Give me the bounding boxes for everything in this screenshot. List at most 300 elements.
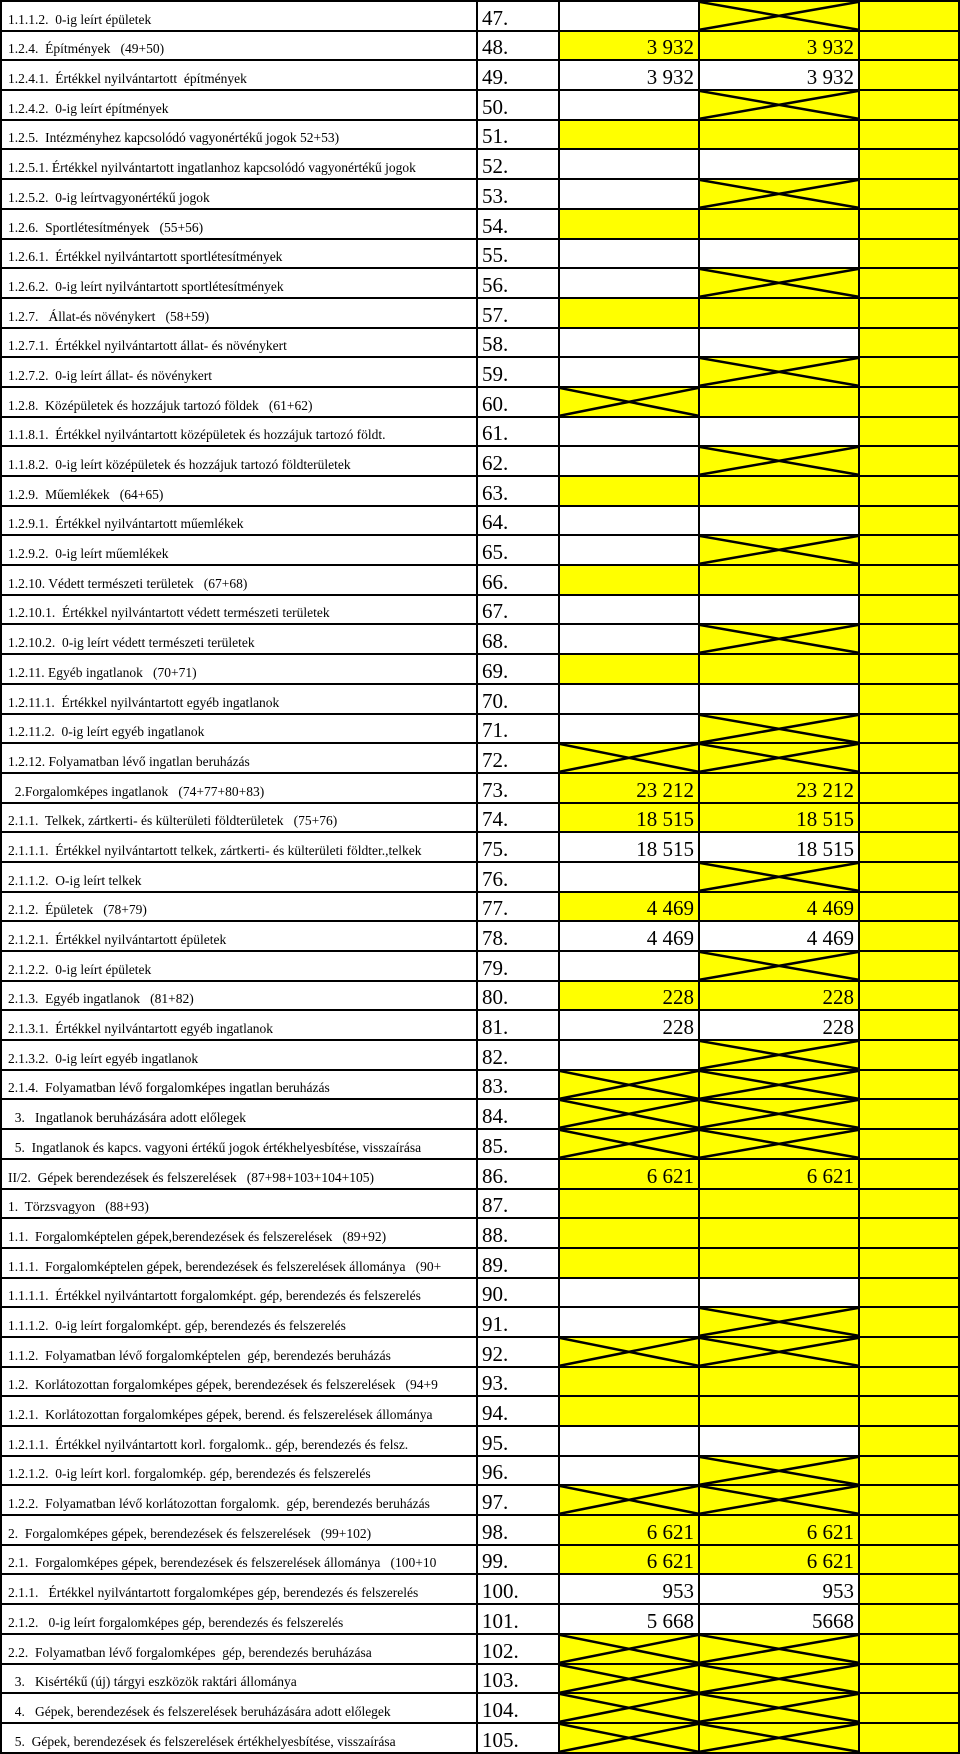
cross-out-mark [560, 1486, 698, 1514]
highlight-cell [859, 743, 959, 773]
row-label: 1.2.5. Intézményhez kapcsolódó vagyonértékű jogok 52+53) [8, 130, 340, 146]
table-row [1, 1189, 959, 1219]
value-cell-2 [699, 1307, 859, 1337]
table-row [1, 179, 959, 209]
table-row [1, 1456, 959, 1486]
value-cell-1 [559, 1664, 699, 1694]
value-cell-2 [699, 684, 859, 714]
row-label: 1.1.8.2. 0-ig leírt középületek és hozzájuk tartozó földterületek [8, 457, 351, 472]
highlight-cell [859, 1010, 959, 1040]
row-number: 61. [482, 421, 509, 446]
row-label: 3. Ingatlanok beruházására adott előlegek [8, 1110, 247, 1126]
value-2: 228 [822, 985, 854, 1010]
row-label-cell [1, 565, 477, 595]
row-number-cell [477, 328, 559, 358]
row-label-cell [1, 1129, 477, 1159]
row-number: 64. [482, 510, 509, 535]
row-label: 1.2.4. Építmények (49+50) [8, 41, 165, 57]
row-number-cell [477, 1, 559, 31]
highlight-cell [859, 1545, 959, 1575]
row-label: 2.1.2. Épületek (78+79) [8, 902, 147, 918]
row-label: 1.1.1. Forgalomképtelen gépek, berendezések és felszerelések állománya (90+ [8, 1258, 442, 1274]
row-number-cell [477, 862, 559, 892]
row-label-cell [1, 476, 477, 506]
row-number: 87. [482, 1193, 509, 1218]
value-cell-1 [559, 417, 699, 447]
row-number-cell [477, 179, 559, 209]
value-2: 953 [822, 1579, 854, 1604]
value-cell-2 [699, 714, 859, 744]
row-number: 54. [482, 213, 509, 238]
row-number: 72. [482, 747, 509, 772]
row-number-cell [477, 476, 559, 506]
table-row [1, 268, 959, 298]
value-2: 23 212 [796, 777, 854, 802]
row-label-cell [1, 743, 477, 773]
value-cell-2 [699, 1604, 859, 1634]
table-row [1, 892, 959, 922]
value-cell-2 [699, 832, 859, 862]
row-label-cell [1, 624, 477, 654]
row-number: 82. [482, 1044, 509, 1069]
highlight-cell [859, 149, 959, 179]
table-row [1, 1485, 959, 1515]
table-row [1, 1278, 959, 1308]
table-row [1, 832, 959, 862]
row-label-cell [1, 1574, 477, 1604]
table-row [1, 684, 959, 714]
row-number-cell [477, 446, 559, 476]
row-number-cell [477, 535, 559, 565]
value-cell-1 [559, 1010, 699, 1040]
highlight-cell [859, 1426, 959, 1456]
value-cell-1 [559, 1723, 699, 1753]
row-number: 91. [482, 1311, 509, 1336]
value-1: 4 469 [646, 896, 694, 921]
row-label: 1.2.6.1. Értékkel nyilvántartott sportlétesítmények [8, 249, 283, 265]
value-cell-2 [699, 1129, 859, 1159]
cross-out-mark [700, 1041, 858, 1069]
row-number: 60. [482, 391, 509, 416]
cross-out-mark [700, 744, 858, 772]
value-cell-2 [699, 31, 859, 61]
cross-out-mark [700, 1071, 858, 1099]
highlight-cell [859, 862, 959, 892]
value-1: 4 469 [646, 926, 694, 950]
value-cell-2 [699, 1574, 859, 1604]
row-label: 2. Forgalomképes gépek, berendezések és felszerelések (99+102) [8, 1525, 372, 1541]
row-label: 2.1.3.2. 0-ig leírt egyéb ingatlanok [8, 1050, 199, 1066]
highlight-cell [859, 565, 959, 595]
value-cell-1 [559, 60, 699, 90]
cross-out-mark [700, 447, 858, 475]
table-row [1, 535, 959, 565]
row-number-cell [477, 268, 559, 298]
value-cell-2 [699, 535, 859, 565]
value-cell-1 [559, 1634, 699, 1664]
cross-out-mark [700, 2, 858, 30]
highlight-cell [859, 1129, 959, 1159]
row-number-cell [477, 1189, 559, 1219]
highlight-cell [859, 714, 959, 744]
row-label: 1.2.6.2. 0-ig leírt nyilvántartott sportlétesítmények [8, 278, 284, 294]
cross-out-mark [560, 1071, 698, 1099]
value-cell-1 [559, 1099, 699, 1129]
row-number-cell [477, 1040, 559, 1070]
row-label-cell [1, 1723, 477, 1753]
table-row [1, 654, 959, 684]
row-number-cell [477, 1010, 559, 1040]
row-label: 2.1.2.2. 0-ig leírt épületek [8, 961, 152, 977]
highlight-cell [859, 624, 959, 654]
row-number: 67. [482, 599, 509, 624]
value-cell-2 [699, 1099, 859, 1129]
row-number: 75. [482, 836, 509, 861]
row-label: 1.1.1.2. 0-ig leírt forgalomképt. gép, berendezés és felszerelés [8, 1317, 346, 1333]
cross-out-mark [560, 388, 698, 416]
row-label-cell [1, 832, 477, 862]
row-label-cell [1, 1040, 477, 1070]
value-cell-1 [559, 1456, 699, 1486]
row-number: 80. [482, 985, 509, 1010]
cross-out-mark [700, 1457, 858, 1485]
value-cell-2 [699, 298, 859, 328]
row-number: 99. [482, 1549, 509, 1574]
row-label: 1.1. Forgalomképtelen gépek,berendezések és felszerelések (89+92) [8, 1228, 387, 1244]
value-2: 3 932 [806, 65, 854, 90]
row-label: 1.2.4.2. 0-ig leírt építmények [8, 100, 169, 116]
row-number: 51. [482, 124, 509, 149]
row-number: 100. [482, 1579, 519, 1604]
cross-out-mark [700, 358, 858, 386]
highlight-cell [859, 1604, 959, 1634]
value-cell-1 [559, 268, 699, 298]
row-label-cell [1, 1159, 477, 1189]
row-number: 68. [482, 629, 509, 654]
value-cell-2 [699, 417, 859, 447]
row-number-cell [477, 1485, 559, 1515]
value-cell-1 [559, 951, 699, 981]
row-number-cell [477, 1218, 559, 1248]
table-row [1, 714, 959, 744]
highlight-cell [859, 1248, 959, 1278]
highlight-cell [859, 1189, 959, 1219]
row-number-cell [477, 1099, 559, 1129]
highlight-cell [859, 417, 959, 447]
row-label-cell [1, 1456, 477, 1486]
row-number: 74. [482, 807, 509, 832]
value-cell-1 [559, 298, 699, 328]
value-cell-2 [699, 595, 859, 625]
highlight-cell [859, 357, 959, 387]
highlight-cell [859, 1396, 959, 1426]
highlight-cell [859, 921, 959, 951]
row-number: 95. [482, 1430, 509, 1455]
value-cell-1 [559, 357, 699, 387]
highlight-cell [859, 1070, 959, 1100]
table-row [1, 1337, 959, 1367]
value-cell-1 [559, 387, 699, 417]
row-label-cell [1, 268, 477, 298]
highlight-cell [859, 1723, 959, 1753]
row-number: 94. [482, 1401, 509, 1425]
value-cell-2 [699, 387, 859, 417]
row-label: 1.2.10.2. 0-ig leírt védett természeti területek [8, 635, 255, 651]
row-number-cell [477, 31, 559, 61]
value-2: 4 469 [806, 926, 854, 950]
value-cell-2 [699, 981, 859, 1011]
row-label: 2.Forgalomképes ingatlanok (74+77+80+83) [8, 783, 265, 799]
row-number: 101. [482, 1608, 519, 1633]
row-number-cell [477, 1367, 559, 1397]
row-number: 56. [482, 272, 509, 297]
value-cell-1 [559, 654, 699, 684]
row-label: 1.2.7.1. Értékkel nyilvántartott állat- és növénykert [8, 338, 287, 354]
table-row [1, 1129, 959, 1159]
value-cell-1 [559, 1129, 699, 1159]
highlight-cell [859, 654, 959, 684]
table-row [1, 1040, 959, 1070]
table-row [1, 149, 959, 179]
value-cell-1 [559, 684, 699, 714]
row-number: 77. [482, 896, 509, 921]
row-label: 1.2.1.1. Értékkel nyilvántartott korl. forgalomk.. gép, berendezés és felsz. [8, 1436, 409, 1452]
row-number-cell [477, 1515, 559, 1545]
table-row [1, 1426, 959, 1456]
row-number-cell [477, 714, 559, 744]
row-number: 52. [482, 154, 509, 179]
value-cell-1 [559, 773, 699, 803]
highlight-cell [859, 773, 959, 803]
highlight-cell [859, 476, 959, 506]
cross-out-mark [700, 1100, 858, 1128]
row-number-cell [477, 1574, 559, 1604]
value-cell-2 [699, 120, 859, 150]
highlight-cell [859, 1159, 959, 1189]
cross-out-mark [700, 1665, 858, 1693]
row-number-cell [477, 90, 559, 120]
row-number: 104. [482, 1697, 519, 1722]
value-cell-2 [699, 1159, 859, 1189]
value-cell-2 [699, 803, 859, 833]
row-label-cell [1, 328, 477, 358]
value-1: 5 668 [646, 1608, 694, 1633]
table-row [1, 60, 959, 90]
row-label: 2.1. Forgalomképes gépek, berendezések és felszerelések állománya (100+10 [8, 1555, 437, 1571]
value-cell-2 [699, 1278, 859, 1308]
row-number-cell [477, 506, 559, 536]
value-cell-1 [559, 624, 699, 654]
row-number: 96. [482, 1460, 509, 1485]
highlight-cell [859, 506, 959, 536]
row-label-cell [1, 1070, 477, 1100]
row-label: 2.1.3. Egyéb ingatlanok (81+82) [8, 991, 194, 1007]
value-cell-2 [699, 951, 859, 981]
cross-out-mark [700, 1486, 858, 1514]
cross-out-mark [700, 1635, 858, 1663]
highlight-cell [859, 120, 959, 150]
value-cell-2 [699, 1664, 859, 1694]
table-row [1, 1248, 959, 1278]
value-cell-1 [559, 595, 699, 625]
row-label: 1.2.6. Sportlétesítmények (55+56) [8, 219, 204, 235]
row-number-cell [477, 1337, 559, 1367]
row-label: 1.2.1. Korlátozottan forgalomképes gépek, berend. és felszerelések állománya [8, 1407, 433, 1422]
row-number-cell [477, 1396, 559, 1426]
value-cell-2 [699, 654, 859, 684]
row-label-cell [1, 1218, 477, 1248]
table-row [1, 1218, 959, 1248]
value-cell-2 [699, 1010, 859, 1040]
value-cell-2 [699, 862, 859, 892]
row-label: 1.2.12. Folyamatban lévő ingatlan beruházás [8, 753, 250, 769]
row-label: 1.1.1.2. 0-ig leírt épületek [8, 11, 152, 27]
cross-out-mark [560, 1724, 698, 1752]
value-cell-1 [559, 1040, 699, 1070]
value-cell-1 [559, 832, 699, 862]
highlight-cell [859, 535, 959, 565]
value-cell-1 [559, 1485, 699, 1515]
highlight-cell [859, 803, 959, 833]
value-cell-1 [559, 476, 699, 506]
row-number-cell [477, 595, 559, 625]
row-label-cell [1, 209, 477, 239]
row-number: 105. [482, 1727, 519, 1752]
row-label-cell [1, 90, 477, 120]
cross-out-mark [560, 1130, 698, 1158]
table-row [1, 743, 959, 773]
cross-out-mark [700, 91, 858, 119]
cross-out-mark [700, 863, 858, 891]
highlight-cell [859, 1693, 959, 1723]
table-row [1, 862, 959, 892]
row-label-cell [1, 60, 477, 90]
row-label: 1.2.9.2. 0-ig leírt műemlékek [8, 546, 169, 562]
value-cell-1 [559, 535, 699, 565]
row-number: 69. [482, 658, 509, 683]
highlight-cell [859, 268, 959, 298]
cross-out-mark [560, 1694, 698, 1722]
highlight-cell [859, 1337, 959, 1367]
row-label-cell [1, 684, 477, 714]
table-row [1, 803, 959, 833]
table-row [1, 981, 959, 1011]
highlight-cell [859, 1040, 959, 1070]
value-cell-2 [699, 357, 859, 387]
table-row [1, 328, 959, 358]
row-label-cell [1, 1545, 477, 1575]
row-number: 48. [482, 35, 509, 60]
row-number: 71. [482, 718, 509, 743]
cross-out-mark [700, 1130, 858, 1158]
value-cell-2 [699, 773, 859, 803]
table-row [1, 1307, 959, 1337]
value-cell-2 [699, 179, 859, 209]
row-number: 62. [482, 451, 509, 475]
value-cell-1 [559, 149, 699, 179]
row-label: 1.2.7.2. 0-ig leírt állat- és növénykert [8, 367, 212, 383]
cross-out-mark [560, 1665, 698, 1693]
table-body [1, 1, 959, 1753]
row-label-cell [1, 1515, 477, 1545]
row-label-cell [1, 1248, 477, 1278]
value-2: 4 469 [806, 896, 854, 921]
cross-out-mark [700, 1308, 858, 1336]
row-number: 98. [482, 1519, 509, 1544]
table-row [1, 1515, 959, 1545]
cross-out-mark [560, 1635, 698, 1663]
highlight-cell [859, 239, 959, 269]
value-cell-1 [559, 1396, 699, 1426]
row-label: 2.1.2. 0-ig leírt forgalomképes gép, berendezés és felszerelés [8, 1614, 344, 1630]
value-cell-2 [699, 892, 859, 922]
row-label: II/2. Gépek berendezések és felszerelések (87+98+103+104+105) [8, 1169, 374, 1185]
row-label: 1.2.11. Egyéb ingatlanok (70+71) [8, 664, 197, 680]
row-label: 2.1.4. Folyamatban lévő forgalomképes ingatlan beruházás [8, 1080, 330, 1096]
highlight-cell [859, 387, 959, 417]
row-number: 49. [482, 65, 509, 90]
value-2: 3 932 [806, 35, 854, 60]
row-number-cell [477, 1426, 559, 1456]
value-1: 3 932 [646, 35, 694, 60]
value-cell-2 [699, 1396, 859, 1426]
value-cell-1 [559, 328, 699, 358]
row-number-cell [477, 387, 559, 417]
value-cell-2 [699, 506, 859, 536]
row-label: 4. Gépek, berendezések és felszerelések beruházására adott előlegek [8, 1703, 391, 1719]
row-label-cell [1, 951, 477, 981]
row-number-cell [477, 1248, 559, 1278]
value-1: 6 621 [646, 1549, 694, 1574]
cross-out-mark [700, 1338, 858, 1366]
table-row [1, 357, 959, 387]
value-cell-1 [559, 1545, 699, 1575]
row-label-cell [1, 803, 477, 833]
row-label-cell [1, 357, 477, 387]
value-cell-1 [559, 1604, 699, 1634]
row-label-cell [1, 1278, 477, 1308]
row-label-cell [1, 1099, 477, 1129]
table-row [1, 951, 959, 981]
value-2: 18 515 [796, 836, 854, 861]
value-1: 6 621 [646, 1163, 694, 1188]
highlight-cell [859, 1634, 959, 1664]
row-number-cell [477, 417, 559, 447]
highlight-cell [859, 892, 959, 922]
table-row [1, 298, 959, 328]
highlight-cell [859, 832, 959, 862]
value-cell-2 [699, 1456, 859, 1486]
value-cell-2 [699, 743, 859, 773]
table-row [1, 565, 959, 595]
value-cell-2 [699, 1337, 859, 1367]
highlight-cell [859, 595, 959, 625]
value-2: 228 [822, 1015, 854, 1040]
value-2: 18 515 [796, 807, 854, 832]
value-cell-2 [699, 1218, 859, 1248]
row-label-cell [1, 387, 477, 417]
row-number-cell [477, 981, 559, 1011]
row-label: 1.2.1.2. 0-ig leírt korl. forgalomkép. gép, berendezés és felszerelés [8, 1466, 371, 1482]
table-row [1, 1010, 959, 1040]
value-cell-1 [559, 921, 699, 951]
row-label-cell [1, 1307, 477, 1337]
row-number: 93. [482, 1371, 509, 1396]
highlight-cell [859, 1485, 959, 1515]
row-number: 81. [482, 1015, 509, 1040]
row-number-cell [477, 1129, 559, 1159]
cross-out-mark [700, 269, 858, 297]
